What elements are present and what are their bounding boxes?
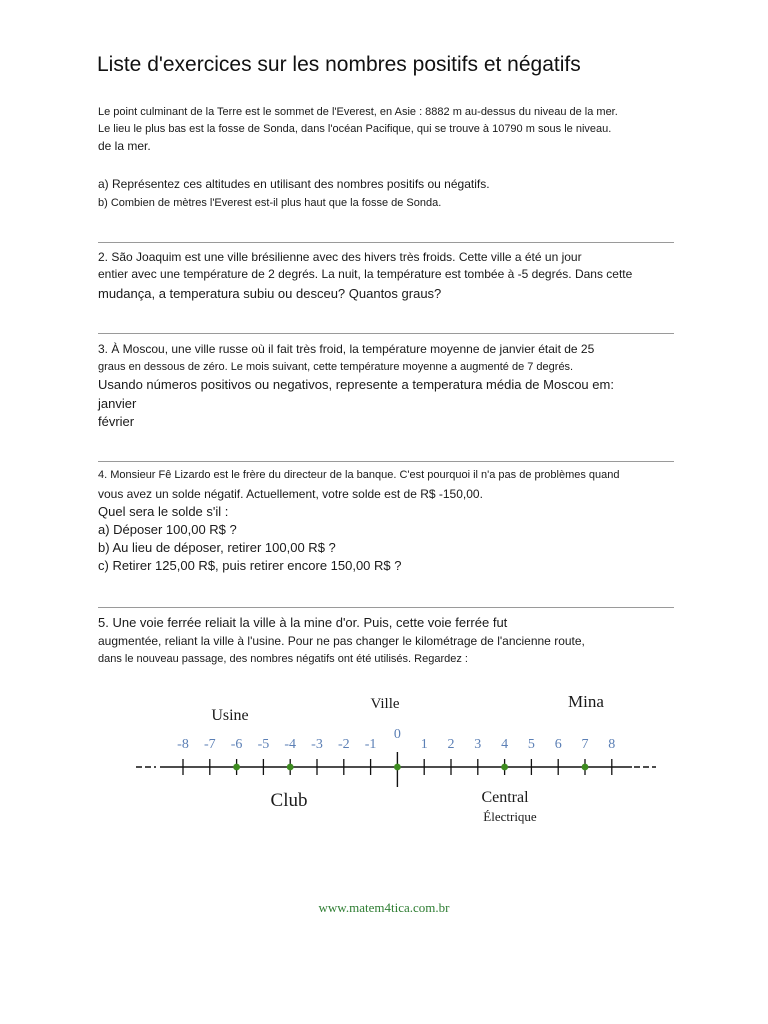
- tick-label: 2: [447, 737, 455, 752]
- ex1-line-3: de la mer.: [98, 139, 151, 153]
- ex5-line-2: augmentée, reliant la ville à l'usine. Pour ne pas changer le kilométrage de l'ancienne route,: [98, 634, 585, 648]
- tick-label: 0: [393, 727, 401, 742]
- ex5-line-1: 5. Une voie ferrée reliait la ville à la mine d'or. Puis, cette voie ferrée fut: [98, 615, 508, 630]
- ex4-line-4: a) Déposer 100,00 R$ ?: [98, 522, 237, 537]
- place-label-mina: Mina: [568, 692, 604, 711]
- ex1-line-2: Le lieu le plus bas est la fosse de Sonda, dans l'océan Pacifique, qui se trouve à 10790 m sous le niveau.: [98, 123, 612, 135]
- ex4-line-5: b) Au lieu de déposer, retirer 100,00 R$ ?: [98, 540, 336, 555]
- ex1-question-a: a) Représentez ces altitudes en utilisant des nombres positifs ou négatifs.: [98, 177, 490, 191]
- ex2-line-3: mudança, a temperatura subiu ou desceu? Quantos graus?: [98, 286, 442, 301]
- place-label-club: Club: [270, 790, 308, 811]
- ex1-line-1: Le point culminant de la Terre est le sommet de l'Everest, en Asie : 8882 m au-dessus du niveau de la mer.: [98, 106, 618, 118]
- ex4-line-1: 4. Monsieur Fê Lizardo est le frère du directeur de la banque. C'est pourquoi il n'a pas de problèmes quand: [98, 469, 620, 481]
- marked-point: [394, 764, 401, 771]
- tick-label: 1: [420, 737, 428, 752]
- place-label-central: Central: [481, 789, 529, 806]
- ex2-line-2: entier avec une température de 2 degrés. La nuit, la température est tombée à -5 degrés. Dans cette: [98, 267, 633, 281]
- ex4-line-6: c) Retirer 125,00 R$, puis retirer encore 150,00 R$ ?: [98, 558, 402, 573]
- marked-point: [287, 764, 294, 771]
- place-label-usine: Usine: [211, 707, 249, 724]
- tick-label: -7: [203, 737, 216, 752]
- marked-point: [233, 764, 240, 771]
- marked-point: [501, 764, 508, 771]
- ex3-line-2: graus en dessous de zéro. Le mois suivant, cette température moyenne a augmenté de 7 degrés.: [98, 361, 574, 373]
- tick-label: 8: [608, 737, 616, 752]
- tick-label: 4: [501, 737, 509, 752]
- tick-label: -8: [177, 737, 189, 752]
- place-label-ville: Ville: [370, 696, 400, 712]
- ex1-question-b: b) Combien de mètres l'Everest est-il plus haut que la fosse de Sonda.: [98, 197, 442, 209]
- tick-label: -2: [337, 737, 350, 752]
- tick-label: -5: [257, 737, 270, 752]
- tick-label: 6: [554, 737, 562, 752]
- marked-point: [582, 764, 589, 771]
- ex5-line-3: dans le nouveau passage, des nombres négatifs ont été utilisés. Regardez :: [98, 653, 468, 665]
- tick-label: 5: [527, 737, 535, 752]
- page-title: Liste d'exercices sur les nombres positifs et négatifs: [97, 53, 581, 76]
- ex4-line-3: Quel sera le solde s'il :: [98, 504, 229, 519]
- place-label-electrique: Électrique: [483, 809, 537, 824]
- ex3-line-3: Usando números positivos ou negativos, represente a temperatura média de Moscou em:: [98, 377, 614, 392]
- tick-label: 3: [474, 737, 482, 752]
- tick-label: 7: [581, 737, 589, 752]
- ex4-line-2: vous avez un solde négatif. Actuellement, votre solde est de R$ -150,00.: [98, 487, 483, 501]
- ex3-line-4: janvier: [98, 396, 137, 411]
- tick-label: -4: [284, 737, 297, 752]
- ex2-line-1: 2. São Joaquim est une ville brésilienne avec des hivers très froids. Cette ville a été un jour: [98, 250, 582, 264]
- ex3-line-5: février: [98, 414, 135, 429]
- tick-label: -6: [230, 737, 243, 752]
- tick-label: -3: [311, 737, 323, 752]
- ex3-line-1: 3. À Moscou, une ville russe où il fait très froid, la température moyenne de janvier était de 25: [98, 342, 595, 356]
- footer-url: www.matem4tica.com.br: [318, 900, 450, 915]
- tick-label: -1: [364, 737, 377, 752]
